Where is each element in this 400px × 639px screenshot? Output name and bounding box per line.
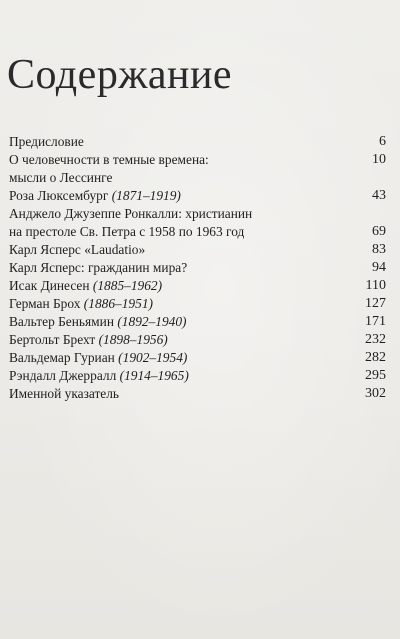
toc-entry-title: Вальдемар Гуриан <box>9 350 115 365</box>
toc-page-number: 282 <box>365 350 386 365</box>
toc-entry-title: Предисловие <box>9 134 84 149</box>
toc-entry-title-wrap <box>9 295 153 313</box>
toc-page-number: 110 <box>365 278 386 293</box>
toc-entry <box>9 277 389 295</box>
toc-entry-years: (1886–1951) <box>83 296 153 311</box>
toc-entry-continuation <box>9 223 389 241</box>
toc-page-number: 69 <box>372 224 386 239</box>
toc-entry-title-line2: на престоле Св. Петра с 1958 по 1963 год <box>9 224 245 239</box>
toc-entry-title: Именной указатель <box>9 386 120 401</box>
toc-entry-title: Вальтер Беньямин <box>9 314 114 329</box>
toc-page-number: 232 <box>365 332 386 347</box>
toc-entry-years: (1892–1940) <box>117 314 187 329</box>
page-title: Содержание <box>7 52 233 99</box>
toc-entry-continuation <box>9 169 389 187</box>
toc-page-number: 295 <box>365 368 386 383</box>
toc-entry <box>9 349 389 367</box>
toc-entry <box>9 187 389 205</box>
toc-entry <box>9 385 389 403</box>
toc-entry <box>9 331 389 349</box>
toc-page-number: 127 <box>365 296 386 311</box>
toc-entry-title: Исак Динесен <box>9 278 90 293</box>
toc-entry-title-wrap <box>9 331 168 349</box>
toc-page-number: 302 <box>365 386 386 401</box>
toc-entry-title: Герман Брох <box>9 296 81 311</box>
toc-entry-title: Роза Люксембург <box>9 188 109 203</box>
toc-entry-title: Рэндалл Джерралл <box>9 368 117 383</box>
toc-entry-title: Карл Ясперс: гражданин мира? <box>9 260 188 275</box>
toc-page-number: 83 <box>372 242 386 257</box>
toc-page-number: 43 <box>372 188 386 203</box>
toc-page-number: 10 <box>372 152 386 167</box>
toc-entry <box>9 367 389 385</box>
toc-page-number: 171 <box>365 314 386 329</box>
toc-entry-years: (1902–1954) <box>118 350 188 365</box>
toc-page-number: 94 <box>372 260 386 275</box>
toc-entry-title: Бертольт Брехт <box>9 332 96 347</box>
toc-entry-years: (1898–1956) <box>98 332 168 347</box>
toc-entry-title-wrap <box>9 277 162 295</box>
toc-entry-title-line2: мысли о Лессинге <box>9 170 113 185</box>
toc-page-number: 6 <box>379 134 386 149</box>
toc-entry-title-wrap <box>9 187 181 205</box>
toc-entry <box>9 133 389 151</box>
toc-entry-years: (1914–1965) <box>119 368 189 383</box>
toc-entry <box>9 241 389 259</box>
toc-entry <box>9 295 389 313</box>
toc-entry-title: Карл Ясперс «Laudatio» <box>9 242 146 257</box>
toc-entry-title-wrap <box>9 349 187 367</box>
toc-entry-title: О человечности в темные времена: <box>9 152 209 167</box>
toc-entry-years: (1871–1919) <box>111 188 181 203</box>
toc-entry-title-wrap <box>9 367 189 385</box>
toc-entry-title-wrap <box>9 313 187 331</box>
toc-entry-title: Анджело Джузеппе Ронкалли: христианин <box>9 206 253 221</box>
toc-entry <box>9 259 389 277</box>
toc-entry <box>9 151 389 169</box>
toc-entry-years: (1885–1962) <box>92 278 163 293</box>
toc-entry <box>9 205 389 223</box>
toc-entry <box>9 313 389 331</box>
table-of-contents <box>9 133 389 403</box>
